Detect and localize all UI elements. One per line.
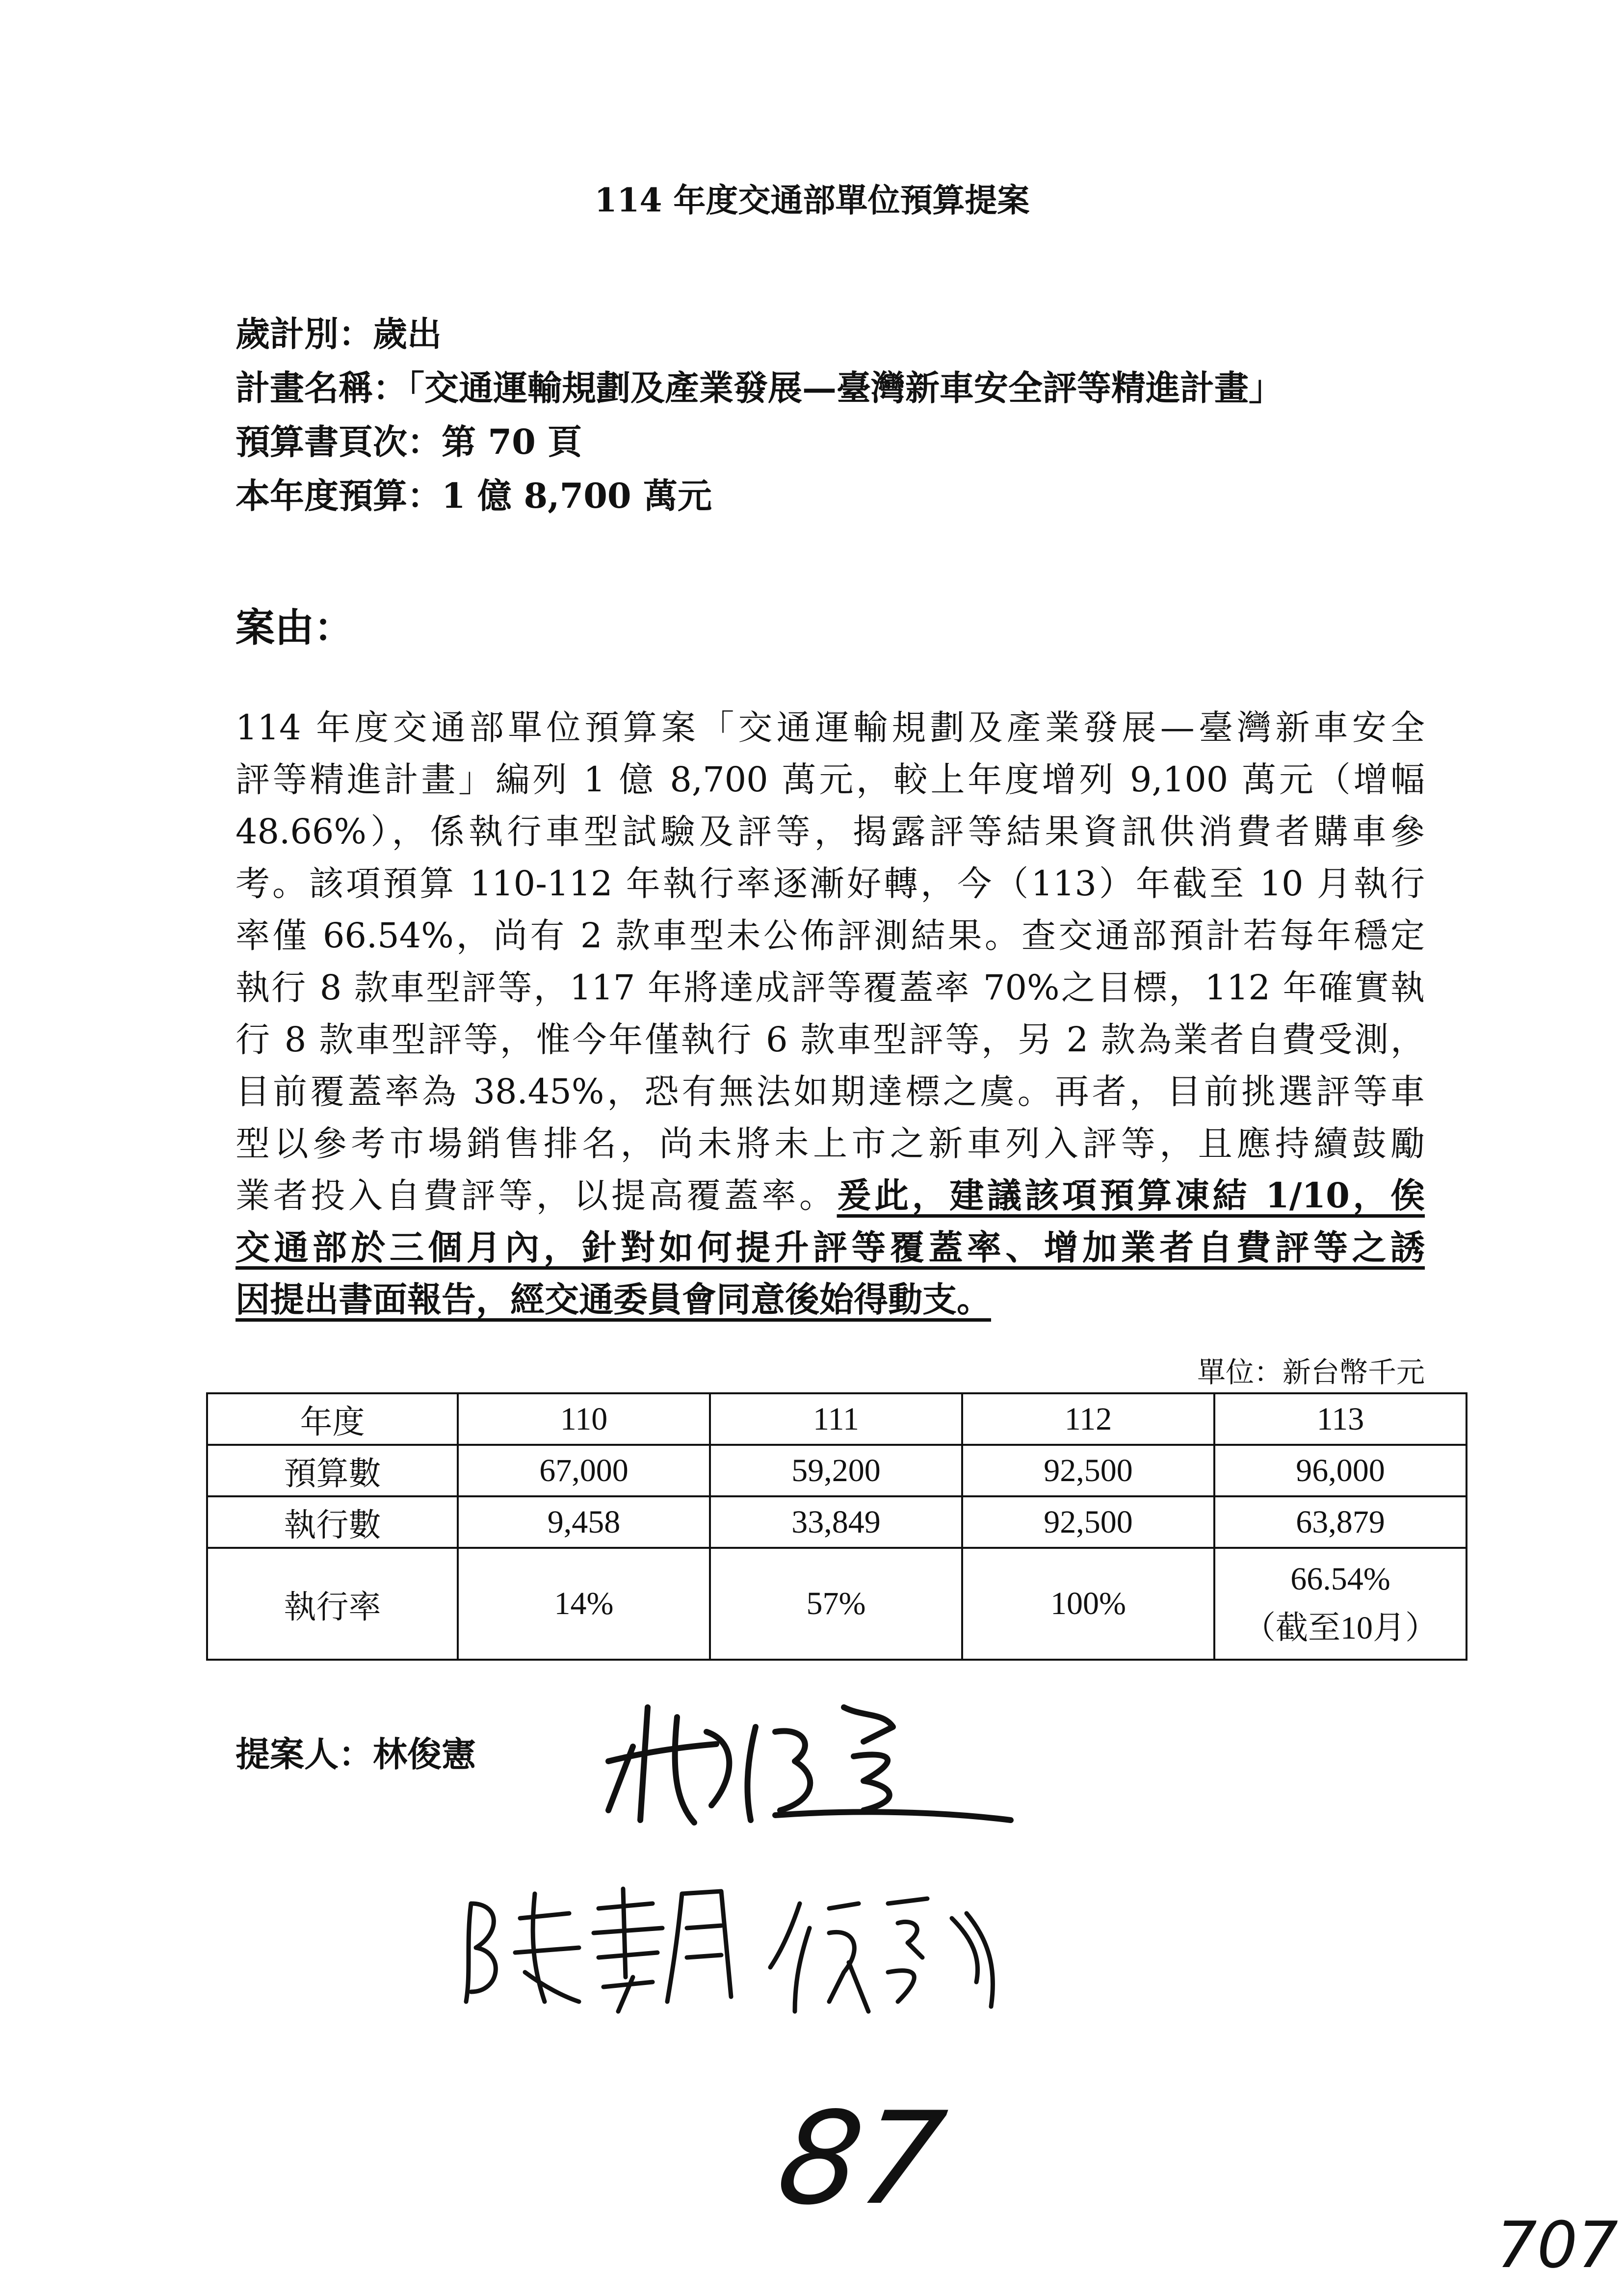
table-cell: 92,500 — [962, 1445, 1214, 1496]
table-cell — [1214, 1548, 1467, 1660]
table-row — [207, 1496, 1467, 1548]
body-line: 114 年度交通部單位預算案「交通運輸規劃及產業發展—臺灣新車安全 — [236, 707, 1425, 748]
table-cell: 67,000 — [458, 1445, 710, 1496]
header-cell: 113 — [1214, 1393, 1467, 1445]
body-line — [236, 1274, 1425, 1326]
plan-name: 計畫名稱：「交通運輸規劃及產業發展—臺灣新車安全評等精進計畫」 — [236, 367, 1283, 408]
header-cell: 110 — [458, 1393, 710, 1445]
table-header-row — [207, 1393, 1467, 1445]
header-cell: 111 — [710, 1393, 962, 1445]
header-cell: 年度 — [207, 1393, 458, 1445]
reason-body — [236, 702, 1425, 1326]
handwritten-sheet-number: 707 — [1496, 2208, 1619, 2282]
table-cell: 57% — [710, 1548, 962, 1660]
budget-execution-table — [206, 1392, 1467, 1661]
body-line — [236, 1222, 1425, 1274]
header-cell: 112 — [962, 1393, 1214, 1445]
body-line: 率僅 66.54%，尚有 2 款車型未公佈評測結果。查交通部預計若每年穩定 — [236, 915, 1425, 956]
body-line: 48.66%），係執行車型試驗及評等，揭露評等結果資訊供消費者購車參 — [236, 811, 1425, 852]
signature-cosigners — [456, 1874, 1006, 2021]
account-type: 歲計別：歲出 — [236, 313, 442, 354]
body-line: 目前覆蓋率為 38.45%，恐有無法如期達標之虞。再者，目前挑選評等車 — [236, 1071, 1425, 1112]
body-line: 行 8 款車型評等，惟今年僅執行 6 款車型評等，另 2 款為業者自費受測， — [236, 1019, 1425, 1060]
document-title: 114 年度交通部單位預算提案 — [594, 181, 1030, 219]
table-cell: 14% — [458, 1548, 710, 1660]
rate-note: （截至10月） — [1243, 1610, 1438, 1646]
resolution-text: 因提出書面報告，經交通委員會同意後始得動支。 — [236, 1279, 991, 1320]
resolution-text: 爰此，建議該項預算凍結 1/10，俟 — [837, 1175, 1425, 1216]
table-cell: 100% — [962, 1548, 1214, 1660]
table-row — [207, 1548, 1467, 1660]
table-cell: 33,849 — [710, 1496, 962, 1548]
body-line: 考。該項預算 110-112 年執行率逐漸好轉，今（113）年截至 10 月執行 — [236, 863, 1425, 904]
reason-heading: 案由： — [236, 604, 353, 651]
body-line: 評等精進計畫」編列 1 億 8,700 萬元，較上年度增列 9,100 萬元（增幅 — [236, 759, 1425, 800]
proposer: 提案人：林俊憲 — [236, 1734, 476, 1774]
rate-value: 66.54% — [1290, 1561, 1390, 1597]
handwritten-page-number: 87 — [769, 2085, 953, 2233]
table-cell: 9,458 — [458, 1496, 710, 1548]
table-cell: 59,200 — [710, 1445, 962, 1496]
annual-budget: 本年度預算：1 億 8,700 萬元 — [236, 475, 712, 516]
body-line — [236, 1170, 1425, 1222]
resolution-text: 交通部於三個月內，針對如何提升評等覆蓋率、增加業者自費評等之誘 — [236, 1227, 1425, 1268]
table-row — [207, 1445, 1467, 1496]
body-line: 型以參考市場銷售排名，尚未將未上市之新車列入評等，且應持續鼓勵 — [236, 1123, 1425, 1164]
table-cell: 92,500 — [962, 1496, 1214, 1548]
table-cell: 96,000 — [1214, 1445, 1467, 1496]
body-line: 執行 8 款車型評等，117 年將達成評等覆蓋率 70%之目標，112 年確實執 — [236, 967, 1425, 1008]
body-text: 業者投入自費評等，以提高覆蓋率。 — [236, 1175, 837, 1216]
row-label: 執行率 — [207, 1548, 458, 1660]
row-label: 執行數 — [207, 1496, 458, 1548]
signature-proposer — [589, 1688, 1030, 1850]
row-label: 預算數 — [207, 1445, 458, 1496]
budget-page-ref: 預算書頁次：第 70 頁 — [236, 421, 582, 462]
unit-label: 單位：新台幣千元 — [1197, 1356, 1425, 1389]
table-cell: 63,879 — [1214, 1496, 1467, 1548]
